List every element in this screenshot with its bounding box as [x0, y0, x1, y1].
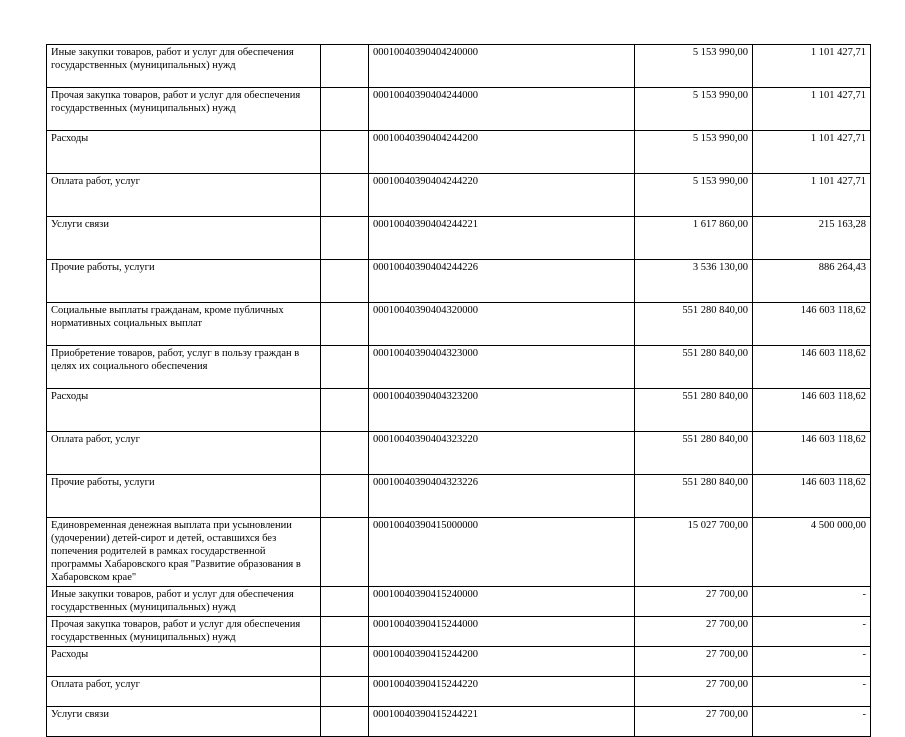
cell-approved-amount: 3 536 130,00: [635, 260, 753, 303]
cell-executed-amount: 146 603 118,62: [753, 303, 871, 346]
table-body: [47, 45, 871, 737]
cell-approved-amount: 1 617 860,00: [635, 217, 753, 260]
cell-empty: [321, 303, 369, 346]
cell-empty: [321, 389, 369, 432]
cell-approved-amount: 551 280 840,00: [635, 303, 753, 346]
cell-budget-code: 00010040390415240000: [369, 587, 635, 617]
cell-budget-code: 00010040390404244221: [369, 217, 635, 260]
cell-executed-amount: -: [753, 617, 871, 647]
cell-approved-amount: 15 027 700,00: [635, 518, 753, 587]
cell-expense-name: Социальные выплаты гражданам, кроме публичных нормативных социальных выплат: [47, 303, 321, 346]
cell-empty: [321, 432, 369, 475]
cell-budget-code: 00010040390415000000: [369, 518, 635, 587]
cell-expense-name: Прочая закупка товаров, работ и услуг для обеспечения государственных (муниципальных) нужд: [47, 617, 321, 647]
cell-expense-name: Расходы: [47, 131, 321, 174]
cell-executed-amount: -: [753, 647, 871, 677]
budget-execution-table: [46, 44, 871, 737]
cell-empty: [321, 88, 369, 131]
table-row: [47, 647, 871, 677]
cell-budget-code: 00010040390404244226: [369, 260, 635, 303]
cell-executed-amount: 146 603 118,62: [753, 432, 871, 475]
budget-report-page: [46, 44, 871, 737]
cell-budget-code: 00010040390404323000: [369, 346, 635, 389]
cell-empty: [321, 174, 369, 217]
cell-expense-name: Иные закупки товаров, работ и услуг для обеспечения государственных (муниципальных) нужд: [47, 45, 321, 88]
cell-approved-amount: 27 700,00: [635, 677, 753, 707]
cell-budget-code: 00010040390404320000: [369, 303, 635, 346]
cell-budget-code: 00010040390404240000: [369, 45, 635, 88]
cell-empty: [321, 131, 369, 174]
cell-approved-amount: 551 280 840,00: [635, 432, 753, 475]
cell-expense-name: Приобретение товаров, работ, услуг в пользу граждан в целях их социального обеспечения: [47, 346, 321, 389]
cell-executed-amount: 886 264,43: [753, 260, 871, 303]
cell-approved-amount: 27 700,00: [635, 707, 753, 737]
cell-expense-name: Прочие работы, услуги: [47, 260, 321, 303]
cell-approved-amount: 27 700,00: [635, 587, 753, 617]
cell-expense-name: Оплата работ, услуг: [47, 677, 321, 707]
table-row: [47, 475, 871, 518]
table-row: [47, 346, 871, 389]
cell-budget-code: 00010040390404244000: [369, 88, 635, 131]
cell-budget-code: 00010040390404244220: [369, 174, 635, 217]
cell-executed-amount: 146 603 118,62: [753, 389, 871, 432]
cell-approved-amount: 551 280 840,00: [635, 346, 753, 389]
table-row: [47, 217, 871, 260]
cell-empty: [321, 617, 369, 647]
cell-approved-amount: 5 153 990,00: [635, 88, 753, 131]
cell-approved-amount: 27 700,00: [635, 647, 753, 677]
cell-expense-name: Расходы: [47, 647, 321, 677]
cell-empty: [321, 677, 369, 707]
cell-expense-name: Оплата работ, услуг: [47, 432, 321, 475]
cell-budget-code: 00010040390404323200: [369, 389, 635, 432]
table-row: [47, 677, 871, 707]
cell-executed-amount: 4 500 000,00: [753, 518, 871, 587]
table-row: [47, 587, 871, 617]
cell-empty: [321, 260, 369, 303]
cell-executed-amount: 146 603 118,62: [753, 475, 871, 518]
cell-budget-code: 00010040390404323226: [369, 475, 635, 518]
table-row: [47, 303, 871, 346]
cell-budget-code: 00010040390415244000: [369, 617, 635, 647]
cell-expense-name: Оплата работ, услуг: [47, 174, 321, 217]
cell-budget-code: 00010040390415244220: [369, 677, 635, 707]
cell-expense-name: Прочая закупка товаров, работ и услуг для обеспечения государственных (муниципальных) нужд: [47, 88, 321, 131]
table-row: [47, 174, 871, 217]
cell-empty: [321, 45, 369, 88]
cell-budget-code: 00010040390415244221: [369, 707, 635, 737]
cell-expense-name: Прочие работы, услуги: [47, 475, 321, 518]
cell-executed-amount: 146 603 118,62: [753, 346, 871, 389]
table-row: [47, 45, 871, 88]
cell-budget-code: 00010040390404244200: [369, 131, 635, 174]
cell-budget-code: 00010040390415244200: [369, 647, 635, 677]
cell-expense-name: Расходы: [47, 389, 321, 432]
cell-empty: [321, 707, 369, 737]
table-row: [47, 518, 871, 587]
cell-executed-amount: -: [753, 677, 871, 707]
cell-executed-amount: 215 163,28: [753, 217, 871, 260]
cell-empty: [321, 475, 369, 518]
cell-approved-amount: 27 700,00: [635, 617, 753, 647]
table-row: [47, 88, 871, 131]
table-row: [47, 617, 871, 647]
cell-empty: [321, 518, 369, 587]
table-row: [47, 389, 871, 432]
cell-executed-amount: -: [753, 707, 871, 737]
table-row: [47, 260, 871, 303]
cell-executed-amount: 1 101 427,71: [753, 131, 871, 174]
table-row: [47, 432, 871, 475]
cell-approved-amount: 551 280 840,00: [635, 475, 753, 518]
cell-expense-name: Услуги связи: [47, 707, 321, 737]
cell-approved-amount: 5 153 990,00: [635, 131, 753, 174]
cell-expense-name: Единовременная денежная выплата при усыновлении (удочерении) детей-сирот и детей, оставшихся без попечения родителей в рамках государственной программы Хабаровского края "Развитие образования в Хабаровском крае": [47, 518, 321, 587]
cell-approved-amount: 551 280 840,00: [635, 389, 753, 432]
table-row: [47, 131, 871, 174]
cell-expense-name: Услуги связи: [47, 217, 321, 260]
cell-executed-amount: -: [753, 587, 871, 617]
cell-expense-name: Иные закупки товаров, работ и услуг для обеспечения государственных (муниципальных) нужд: [47, 587, 321, 617]
cell-empty: [321, 587, 369, 617]
cell-approved-amount: 5 153 990,00: [635, 174, 753, 217]
cell-empty: [321, 217, 369, 260]
cell-executed-amount: 1 101 427,71: [753, 88, 871, 131]
cell-approved-amount: 5 153 990,00: [635, 45, 753, 88]
cell-executed-amount: 1 101 427,71: [753, 45, 871, 88]
cell-executed-amount: 1 101 427,71: [753, 174, 871, 217]
cell-empty: [321, 647, 369, 677]
table-row: [47, 707, 871, 737]
cell-budget-code: 00010040390404323220: [369, 432, 635, 475]
cell-empty: [321, 346, 369, 389]
